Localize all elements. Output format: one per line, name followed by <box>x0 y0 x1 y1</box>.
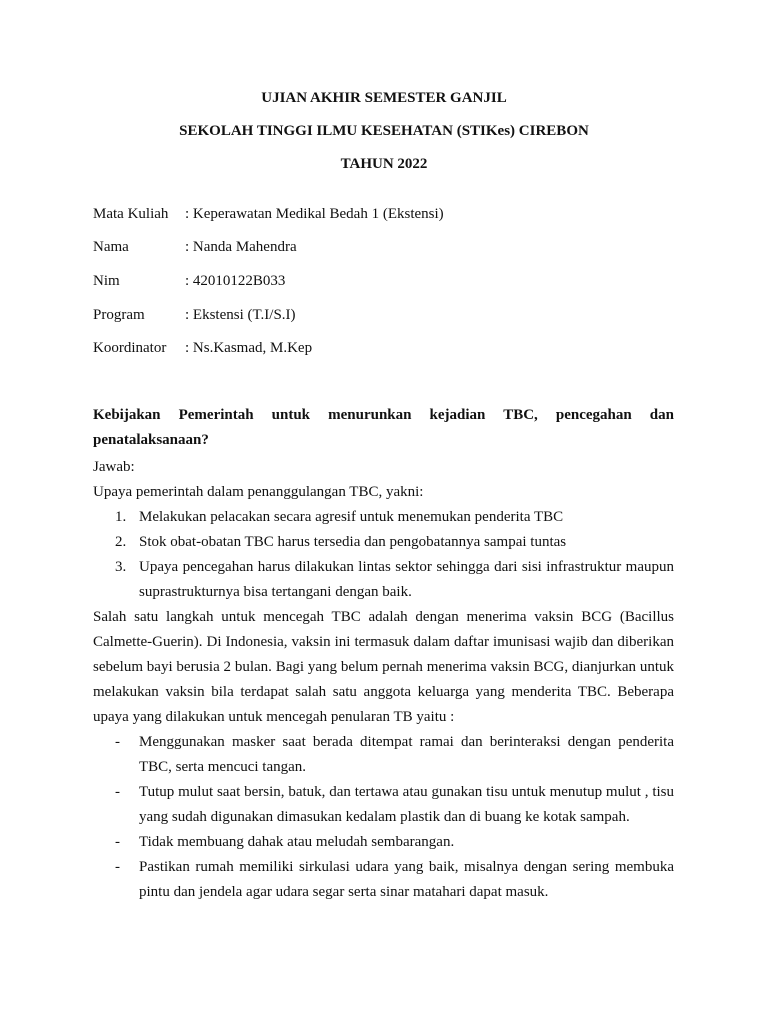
info-label: Mata Kuliah <box>93 206 169 222</box>
numbered-list <box>93 505 674 605</box>
institution-title: SEKOLAH TINGGI ILMU KESEHATAN (STIKes) CIREBON <box>179 123 589 139</box>
list-item-text: Tutup mulut saat bersin, batuk, dan tertawa atau gunakan tisu untuk menutup mulut , tisu yang sudah digunakan dimasukan kedalam plastik dan di buang ke kotak sampah. <box>139 784 674 825</box>
list-item <box>93 505 674 530</box>
list-marker: - <box>115 834 120 850</box>
bullet-list <box>93 730 674 905</box>
list-item <box>93 780 674 830</box>
list-item-text: Stok obat-obatan TBC harus tersedia dan pengobatannya sampai tuntas <box>139 534 567 550</box>
list-marker: - <box>115 859 120 875</box>
info-row-name <box>93 237 693 257</box>
list-item-text: Pastikan rumah memiliki sirkulasi udara yang baik, misalnya dengan sering membuka pintu dan jendela agar udara segar serta sinar matahari dapat masuk. <box>139 859 674 900</box>
info-label: Nama <box>93 239 129 255</box>
bcg-paragraph: Salah satu langkah untuk mencegah TBC adalah dengan menerima vaksin BCG (Bacillus Calmette-Guerin). Di Indonesia, vaksin ini termasuk dalam daftar imunisasi wajib dan diberikan sebelum bayi berusia 2 bulan. Bagi yang belum pernah menerima vaksin BCG, dianjurkan untuk melakukan vaksin bila terdapat salah satu anggota keluarga yang menderita TBC. Beberapa upaya yang dilakukan untuk mencegah penularan TB yaitu : <box>93 609 674 725</box>
info-value: : Nanda Mahendra <box>185 239 297 255</box>
info-row-nim <box>93 271 693 291</box>
list-marker: - <box>115 784 120 800</box>
exam-title: UJIAN AKHIR SEMESTER GANJIL <box>261 90 507 106</box>
info-label: Nim <box>93 273 120 289</box>
list-item <box>93 855 674 905</box>
list-item <box>93 830 674 855</box>
list-item-text: Upaya pencegahan harus dilakukan lintas sektor sehingga dari sisi infrastruktur maupun suprastrukturnya bisa tertangani dengan baik. <box>139 559 674 600</box>
info-value: : 42010122B033 <box>185 273 286 289</box>
info-label: Program <box>93 307 145 323</box>
info-row-course <box>93 204 693 224</box>
list-item-text: Melakukan pelacakan secara agresif untuk menemukan penderita TBC <box>139 509 564 525</box>
info-value: : Keperawatan Medikal Bedah 1 (Ekstensi) <box>185 206 444 222</box>
list-item <box>93 555 674 605</box>
answer-label: Jawab: <box>93 459 135 475</box>
info-row-program <box>93 305 693 325</box>
info-label: Koordinator <box>93 340 167 356</box>
info-row-coordinator <box>93 338 693 358</box>
list-marker: 3. <box>115 559 127 575</box>
list-item <box>93 530 674 555</box>
question-heading: Kebijakan Pemerintah untuk menurunkan kejadian TBC, pencegahan dan penatalaksanaan? <box>93 407 674 448</box>
list-marker: 1. <box>115 509 127 525</box>
list-item-text: Tidak membuang dahak atau meludah sembarangan. <box>139 834 455 850</box>
info-value: : Ekstensi (T.I/S.I) <box>185 307 296 323</box>
list-item <box>93 730 674 780</box>
list-item-text: Menggunakan masker saat berada ditempat ramai dan berinteraksi dengan penderita TBC, serta mencuci tangan. <box>139 734 674 775</box>
intro-text: Upaya pemerintah dalam penanggulangan TBC, yakni: <box>93 484 424 500</box>
info-value: : Ns.Kasmad, M.Kep <box>185 340 313 356</box>
list-marker: - <box>115 734 120 750</box>
list-marker: 2. <box>115 534 127 550</box>
year-title: TAHUN 2022 <box>340 156 428 172</box>
